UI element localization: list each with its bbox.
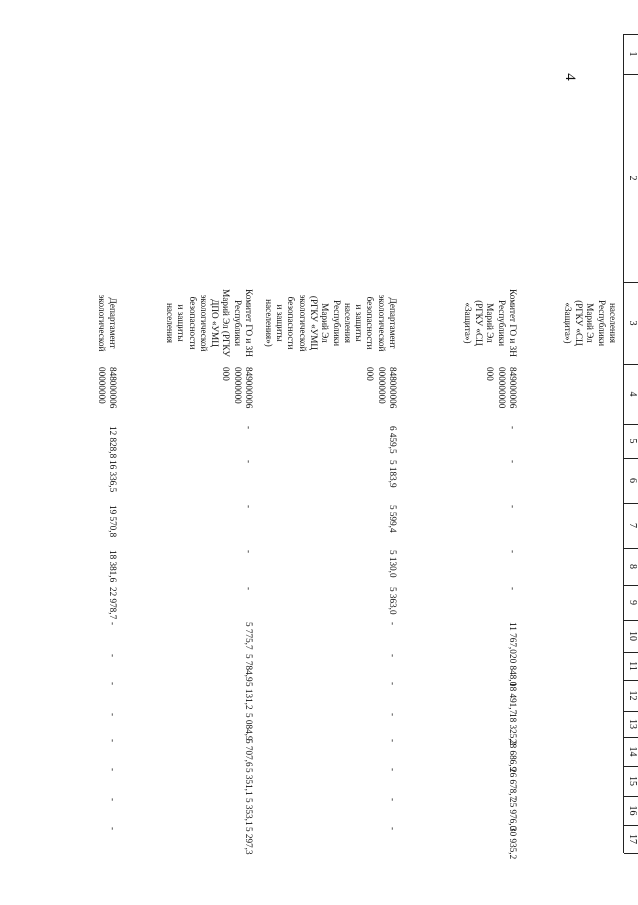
row-3-value-col-11: - [388, 654, 398, 658]
row-3-organization: Департамент экологической безопасности и защиты населения Республики Марий Эл (РГКУ «УМЦ экологической безопасности и защиты населения») [263, 294, 398, 352]
row-3-budget-code: 848000006 00000000 000 [365, 367, 398, 409]
row-2-value-col-5: - [508, 426, 518, 430]
column-header-11: 11 [627, 661, 638, 671]
row-4-value-col-9: - [244, 587, 254, 591]
row-3-value-col-10: - [388, 622, 398, 626]
row-3-value-col-14: - [388, 739, 398, 743]
row-2-value-col-12: 18 491,7 [508, 682, 518, 715]
row-3-value-col-5: 6 459,5 [388, 426, 398, 454]
row-3-value-col-9: 5 363,0 [388, 587, 398, 615]
row-5-value-col-7: 19 570,8 [108, 505, 118, 538]
column-header-9: 9 [627, 600, 638, 605]
row-2-value-col-8: - [508, 550, 518, 554]
column-header-10: 10 [627, 631, 638, 641]
row-3-value-col-15: - [388, 768, 398, 772]
row-5-value-col-10: - [108, 622, 118, 626]
column-header-3: 3 [627, 320, 638, 326]
row-4-value-col-10: 5 775,7 [244, 622, 254, 650]
row-2-value-col-16: 25 976,0 [508, 798, 518, 831]
column-header-7: 7 [627, 523, 638, 528]
column-header-5: 5 [627, 438, 638, 444]
column-header-15: 15 [627, 776, 638, 786]
row-3-value-col-16: - [388, 798, 398, 802]
row-2-value-col-10: 11 767,0 [508, 622, 518, 654]
row-2-value-col-6: - [508, 460, 518, 464]
row-2-value-col-14: 28 686,9 [508, 739, 518, 772]
row-4-value-col-14: 5 707,6 [244, 739, 254, 767]
row-5-value-col-8: 18 381,6 [108, 550, 118, 583]
row-2-value-col-7: - [508, 505, 518, 509]
row-3-value-col-17: - [388, 827, 398, 831]
row-3-value-col-12: - [388, 682, 398, 686]
row-3-value-col-6: 5 183,9 [388, 460, 398, 488]
column-header-12: 12 [627, 690, 638, 701]
column-header-1: 1 [627, 51, 638, 57]
row-4-value-col-11: 5 784,9 [244, 654, 254, 682]
row-2-value-col-11: 20 848,0 [508, 654, 518, 687]
row-4-value-col-15: 5 351,1 [244, 768, 254, 796]
row-2-budget-code: 849000006 000000000 000 [485, 367, 518, 409]
data-table [96, 34, 638, 860]
column-header-14: 14 [627, 746, 638, 757]
page-number: 4 [562, 73, 578, 81]
column-header-13: 13 [627, 719, 638, 729]
row-5-value-col-9: 22 978,7 [108, 587, 118, 620]
row-5-value-col-14: - [108, 739, 118, 743]
row-3-value-col-13: - [388, 713, 398, 717]
row-5-value-col-13: - [108, 713, 118, 717]
column-divider-17 [624, 853, 638, 854]
column-header-16: 16 [627, 805, 638, 816]
row-4-value-col-12: 5 131,2 [244, 682, 254, 710]
row-4-value-col-8: - [244, 550, 254, 554]
row-4-value-col-5: - [244, 426, 254, 430]
row-2-value-col-17: 30 935,2 [508, 827, 518, 860]
row-5-value-col-6: 16 336,5 [108, 460, 118, 493]
rotated-table-wrapper [96, 34, 638, 860]
row-5-budget-code: 848000006 00000000 [96, 367, 118, 409]
row-4-value-col-17: 5 297,3 [244, 827, 254, 855]
column-header-4: 4 [627, 391, 638, 397]
row-4-value-col-13: 5 084,9 [244, 713, 254, 741]
column-header-8: 8 [627, 564, 638, 569]
row-2-organization: Комитет ГО и ЗН Республики Марий Эл (РГКУ «СЦ «Защита») [462, 289, 518, 357]
row-3-value-col-8: 5 130,0 [388, 550, 398, 578]
row-5-value-col-12: - [108, 682, 118, 686]
row-2-value-col-9: - [508, 587, 518, 591]
column-header-6: 6 [627, 478, 638, 483]
row-4-value-col-16: 5 353,1 [244, 798, 254, 826]
row-4-value-col-7: - [244, 505, 254, 509]
row-4-organization: Комитет ГО и ЗН Республики Марий Эл (РГКУ ДПО «УМЦ экологической безопасности и защиты населения [164, 289, 254, 357]
row-2-value-col-15: 26 678,7 [508, 768, 518, 801]
row-3-value-col-7: 5 599,4 [388, 505, 398, 533]
column-header-2: 2 [627, 175, 638, 181]
row-2-value-col-13: 18 325,2 [508, 713, 518, 746]
row-4-budget-code: 849000006 00000000 000 [221, 367, 254, 409]
row-5-value-col-17: - [108, 827, 118, 831]
row-1-organization: населения Республики Марий Эл (РГКУ «СЦ «Защита») [562, 299, 618, 347]
row-5-value-col-11: - [108, 654, 118, 658]
row-5-value-col-5: 12 828,8 [108, 426, 118, 459]
row-5-value-col-16: - [108, 798, 118, 802]
row-4-value-col-6: - [244, 460, 254, 464]
row-5-organization: Департамент экологической [96, 294, 118, 352]
column-header-17: 17 [627, 834, 638, 844]
row-5-value-col-15: - [108, 768, 118, 772]
